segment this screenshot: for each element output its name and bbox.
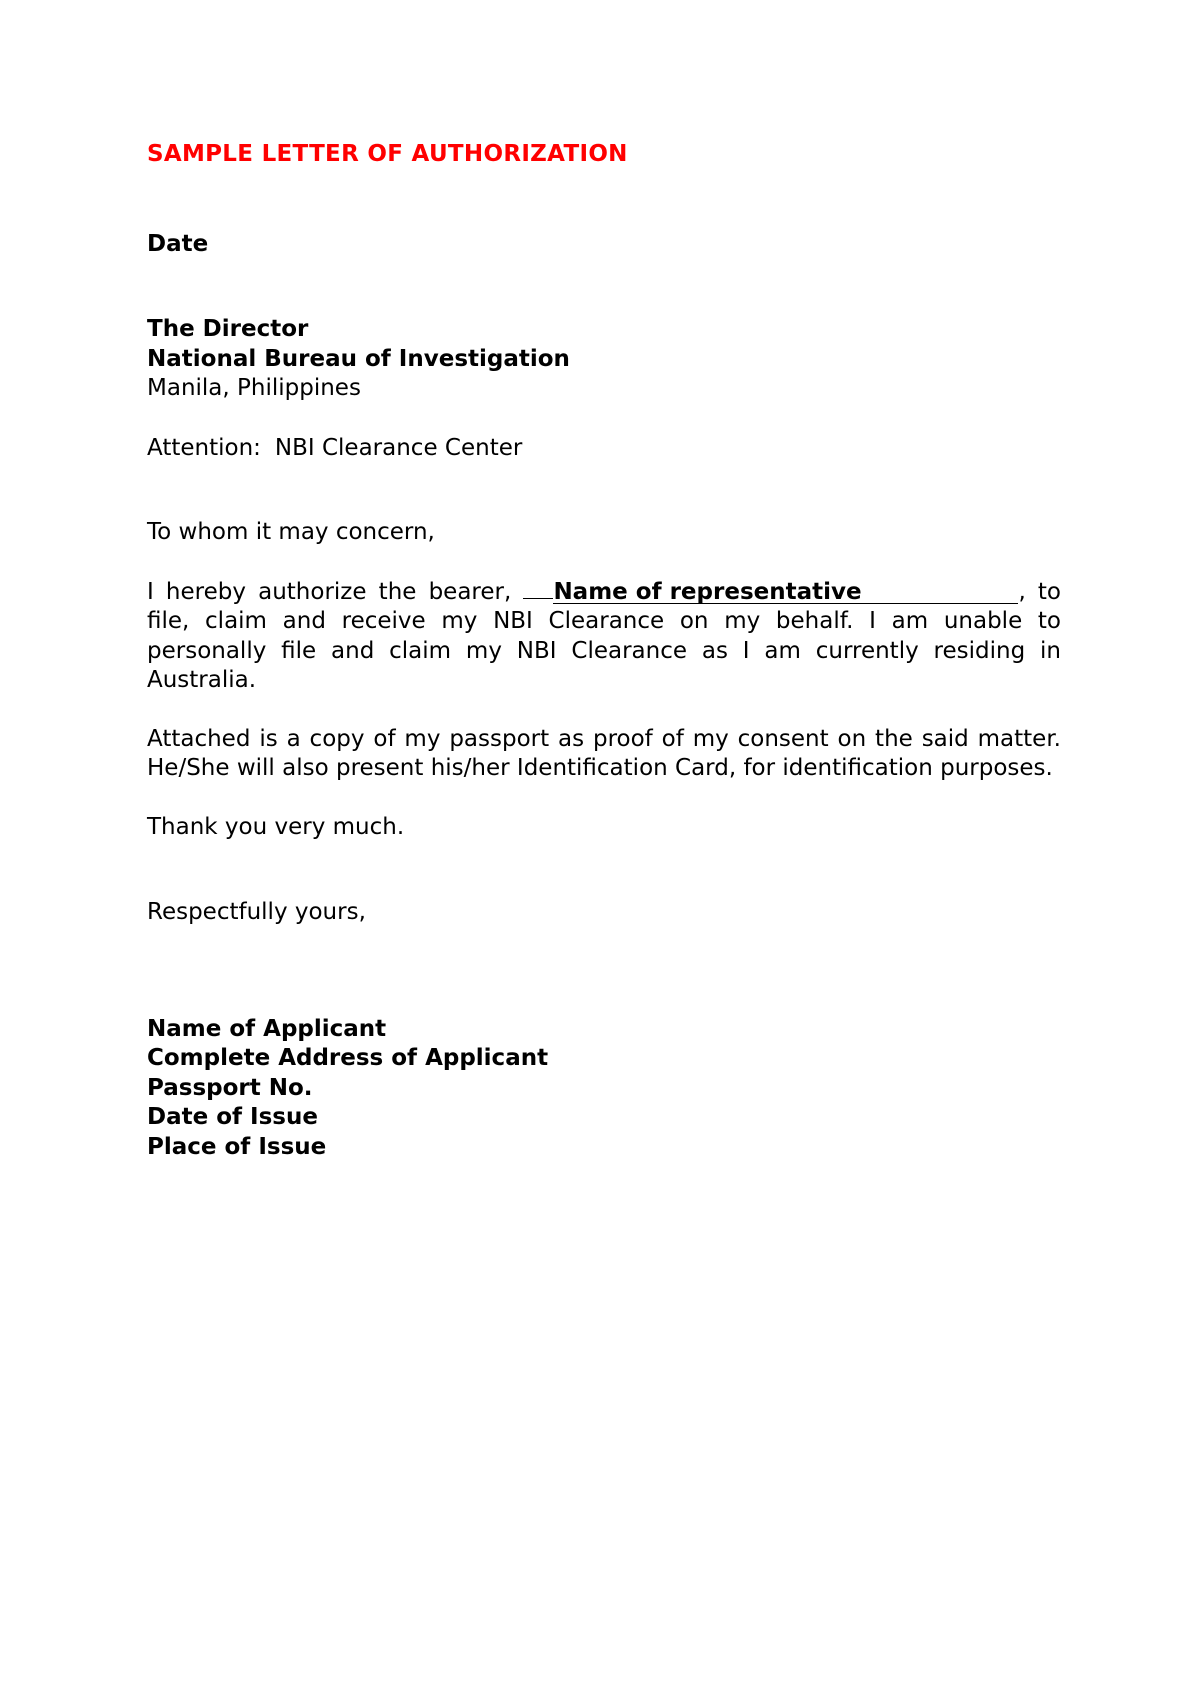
attachment-paragraph: Attached is a copy of my passport as proof of my consent on the said matter. He/She will also present his/her Identification Card, for identification purposes. xyxy=(147,725,1061,781)
representative-name-field: Name of representative xyxy=(553,581,1018,604)
passport-date-of-issue: Date of Issue xyxy=(147,1104,318,1130)
closing-text: Respectfully yours, xyxy=(147,899,366,925)
applicant-name: Name of Applicant xyxy=(147,1015,387,1042)
passport-number: Passport No. xyxy=(147,1074,313,1101)
authorization-rest: to file, claim and receive my NBI Clearance on my behalf. I am unable to personally file and claim my NBI Clearance as I am currently residing in Australia. xyxy=(147,578,1061,693)
passport-place-of-issue: Place of Issue xyxy=(147,1133,327,1160)
representative-blank-lead xyxy=(523,598,553,599)
letter-title: SAMPLE LETTER OF AUTHORIZATION xyxy=(147,141,628,167)
recipient-location: Manila, Philippines xyxy=(147,375,361,401)
date-label: Date xyxy=(147,230,209,257)
signature-block xyxy=(147,1015,1061,1163)
attention-label: Attention: xyxy=(147,434,261,461)
salutation-text: To whom it may concern, xyxy=(147,519,435,545)
authorization-paragraph xyxy=(147,578,1061,696)
closing xyxy=(147,898,1061,928)
attention-line xyxy=(147,434,1061,464)
recipient-address xyxy=(147,315,1061,404)
recipient-organization: National Bureau of Investigation xyxy=(147,345,570,372)
date-block xyxy=(147,230,1061,260)
thanks-line: Thank you very much. xyxy=(147,813,405,840)
attention-value: NBI Clearance Center xyxy=(274,434,523,461)
authorization-lead: I hereby authorize the bearer, xyxy=(147,578,524,605)
applicant-address: Complete Address of Applicant xyxy=(147,1045,549,1071)
recipient-title: The Director xyxy=(147,316,309,342)
authorization-comma: , xyxy=(1018,578,1026,605)
salutation xyxy=(147,518,1061,548)
letter-body xyxy=(147,140,1061,1162)
